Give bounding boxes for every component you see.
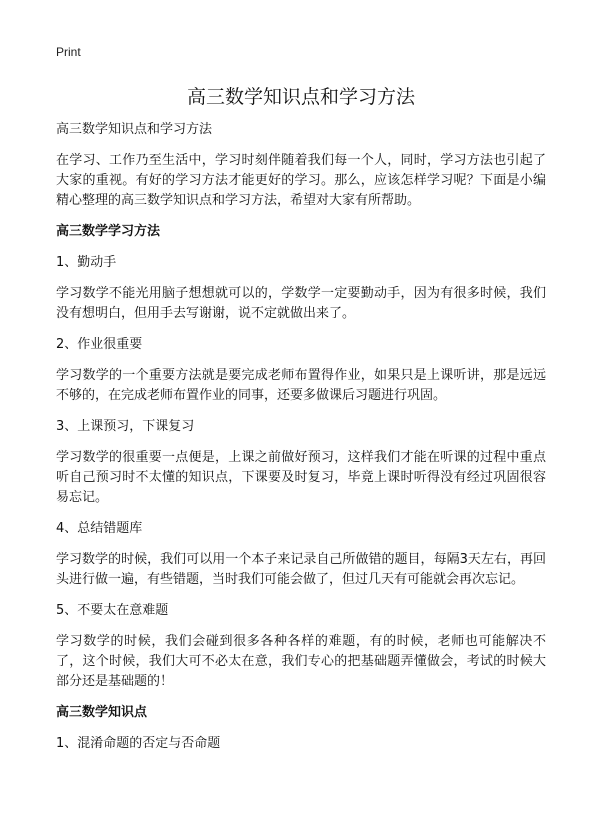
knowledge-point-heading-1: 1、混淆命题的否定与否命题 (56, 736, 221, 751)
print-link[interactable]: Print (56, 45, 81, 59)
intro-paragraph: 在学习、工作乃至生活中，学习时刻伴随着我们每一个人，同时，学习方法也引起了大家的重视。有好的学习方法才能更好的学习。那么，应该怎样学习呢？下面是小编精心整理的高三数学知识点和学习方法，希望对大家有所帮助。 (56, 153, 546, 208)
point-body-2: 学习数学的一个重要方法就是要完成老师布置得作业，如果只是上课听讲，那是远远不够的，在完成老师布置作业的同事，还要多做课后习题进行巩固。 (56, 368, 546, 403)
point-body-4: 学习数学的时候，我们可以用一个本子来记录自己所做错的题目，每隔3天左右，再回头进行做一遍，有些错题，当时我们可能会做了，但过几天有可能就会再次忘记。 (56, 552, 546, 587)
document-page (56, 44, 546, 765)
article-subtitle: 高三数学知识点和学习方法 (56, 122, 213, 137)
point-body-5: 学习数学的时候，我们会碰到很多各种各样的难题，有的时候，老师也可能解决不了，这个时候，我们大可不必太在意，我们专心的把基础题弄懂做会，考试的时候大部分还是基础题的！ (56, 634, 546, 689)
page-title: 高三数学知识点和学习方法 (186, 86, 415, 108)
point-heading-2: 2、作业很重要 (56, 337, 143, 352)
point-heading-4: 4、总结错题库 (56, 521, 143, 536)
point-heading-5: 5、不要太在意难题 (56, 603, 169, 618)
section-heading-knowledge-points: 高三数学知识点 (56, 705, 148, 720)
section-heading-study-methods: 高三数学学习方法 (56, 224, 161, 239)
point-heading-3: 3、上课预习，下课复习 (56, 419, 195, 434)
point-body-1: 学习数学不能光用脑子想想就可以的，学数学一定要勤动手，因为有很多时候，我们没有想明白，但用手去写谢谢，说不定就做出来了。 (56, 286, 546, 321)
point-heading-1: 1、勤动手 (56, 255, 117, 270)
point-body-3: 学习数学的很重要一点便是，上课之前做好预习，这样我们才能在听课的过程中重点听自己预习时不太懂的知识点，下课要及时复习，毕竟上课时听得没有经过巩固很容易忘记。 (56, 450, 546, 505)
